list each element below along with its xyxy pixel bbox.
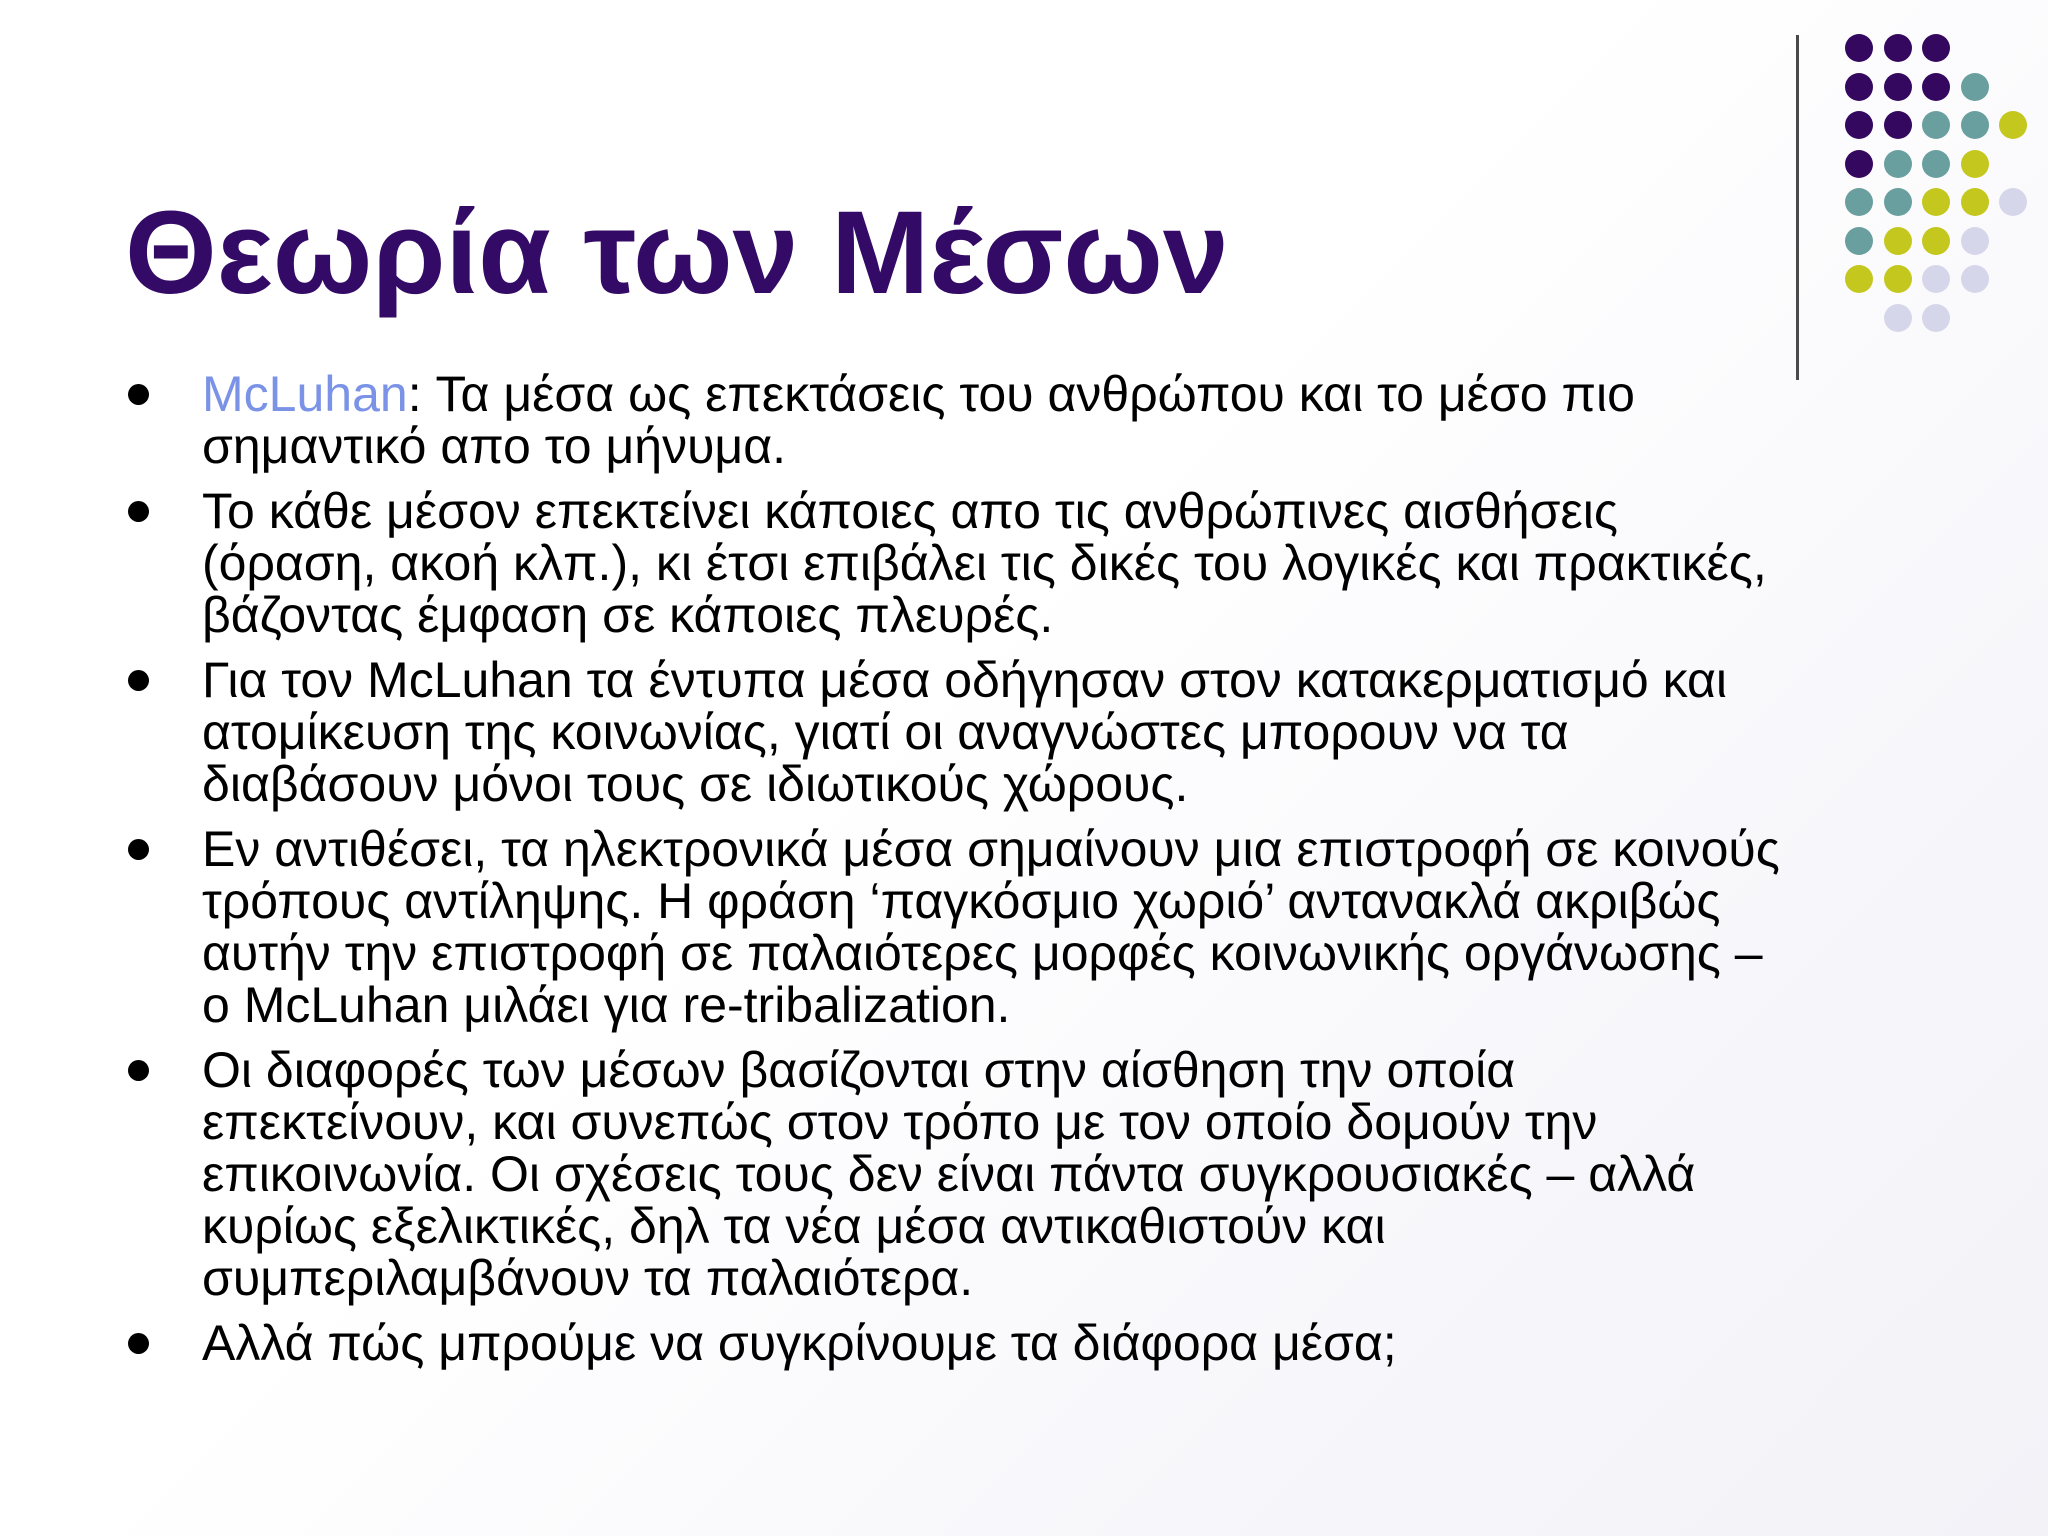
bullet-text: : Τα μέσα ως επεκτάσεις του ανθρώπου και το μέσο πιο [407, 366, 1635, 422]
decorative-dot-icon [1884, 34, 1912, 62]
bullet-line [202, 368, 1975, 420]
bullet-item-5 [125, 1044, 1975, 1304]
bullet-dot-icon [128, 384, 149, 405]
decorative-dot-icon [1922, 188, 1950, 216]
bullet-line: (όραση, ακοή κλπ.), κι έτσι επιβάλει τις δικές του λογικές και πρακτικές, [202, 535, 1767, 591]
decorative-dot-icon [1922, 304, 1950, 332]
highlighted-name: McLuhan [202, 366, 408, 422]
bullet-dot-icon [128, 670, 149, 691]
bullet-dot-icon [128, 1333, 149, 1354]
decorative-dot-icon [1884, 150, 1912, 178]
decorative-dot-icon [1961, 265, 1989, 293]
bullet-line: Οι διαφορές των μέσων βασίζονται στην αίσθηση την οποία [202, 1042, 1516, 1098]
bullet-item-3 [125, 654, 1975, 810]
bullet-line: ατομίκευση της κοινωνίας, γιατί οι αναγνώστες μπορουν να τα [202, 704, 1569, 760]
bullet-list [125, 368, 1975, 1382]
bullet-dot-icon [128, 1060, 149, 1081]
bullet-line: σημαντικό απο το μήνυμα. [202, 418, 787, 474]
decorative-dot-icon [1961, 227, 1989, 255]
decorative-dot-icon [1922, 227, 1950, 255]
decorative-dot-icon [1922, 111, 1950, 139]
decorative-dot-icon [1884, 188, 1912, 216]
decorative-dot-icon [1922, 34, 1950, 62]
bullet-line: Εν αντιθέσει, τα ηλεκτρονικά μέσα σημαίνουν μια επιστροφή σε κοινούς [202, 821, 1780, 877]
bullet-item-6 [125, 1317, 1975, 1369]
decorative-dot-icon [1961, 73, 1989, 101]
decorative-dot-icon [1884, 111, 1912, 139]
decorative-dot-icon [1922, 150, 1950, 178]
decorative-dot-icon [1922, 265, 1950, 293]
bullet-line: Για τον McLuhan τα έντυπα μέσα οδήγησαν στον κατακερματισμό και [202, 652, 1728, 708]
decorative-dot-icon [1884, 265, 1912, 293]
bullet-line: επεκτείνουν, και συνεπώς στον τρόπο με τον οποίο δομούν την [202, 1094, 1598, 1150]
decorative-dot-icon [1845, 265, 1873, 293]
bullet-line: αυτήν την επιστροφή σε παλαιότερες μορφές κοινωνικής οργάνωσης – [202, 925, 1763, 981]
bullet-line: ο McLuhan μιλάει για re-tribalization. [202, 977, 1011, 1033]
bullet-line: κυρίως εξελικτικές, δηλ τα νέα μέσα αντικαθιστούν και [202, 1198, 1386, 1254]
decorative-dot-icon [1845, 227, 1873, 255]
decorative-dot-icon [1845, 188, 1873, 216]
decorative-dot-icon [1884, 227, 1912, 255]
decorative-dot-icon [1845, 111, 1873, 139]
bullet-item-4 [125, 823, 1975, 1031]
bullet-dot-icon [128, 839, 149, 860]
bullet-line: βάζοντας έμφαση σε κάποιες πλευρές. [202, 587, 1054, 643]
decorative-dot-icon [1961, 111, 1989, 139]
decorative-dot-icon [1845, 73, 1873, 101]
decorative-dot-icon [1845, 34, 1873, 62]
bullet-item-1 [125, 368, 1975, 472]
decorative-dot-icon [1845, 150, 1873, 178]
bullet-item-2 [125, 485, 1975, 641]
bullet-line: διαβάσουν μόνοι τους σε ιδιωτικούς χώρους. [202, 756, 1189, 812]
decorative-dot-icon [1884, 304, 1912, 332]
bullet-dot-icon [128, 501, 149, 522]
bullet-line: Το κάθε μέσον επεκτείνει κάποιες απο τις ανθρώπινες αισθήσεις [202, 483, 1618, 539]
decorative-dot-icon [1999, 188, 2027, 216]
decorative-dot-icon [1999, 111, 2027, 139]
decorative-dot-icon [1922, 73, 1950, 101]
vertical-divider [1796, 35, 1799, 380]
bullet-line: συμπεριλαμβάνουν τα παλαιότερα. [202, 1250, 974, 1306]
bullet-line: τρόπους αντίληψης. Η φράση ‘παγκόσμιο χωριό’ αντανακλά ακριβώς [202, 873, 1721, 929]
slide-title: Θεωρία των Μέσων [125, 187, 1229, 319]
decorative-dot-icon [1961, 188, 1989, 216]
bullet-line: Αλλά πώς μπρούμε να συγκρίνουμε τα διάφορα μέσα; [202, 1315, 1397, 1371]
decorative-dot-icon [1884, 73, 1912, 101]
decorative-dot-icon [1961, 150, 1989, 178]
bullet-line: επικοινωνία. Οι σχέσεις τους δεν είναι πάντα συγκρουσιακές – αλλά [202, 1146, 1696, 1202]
